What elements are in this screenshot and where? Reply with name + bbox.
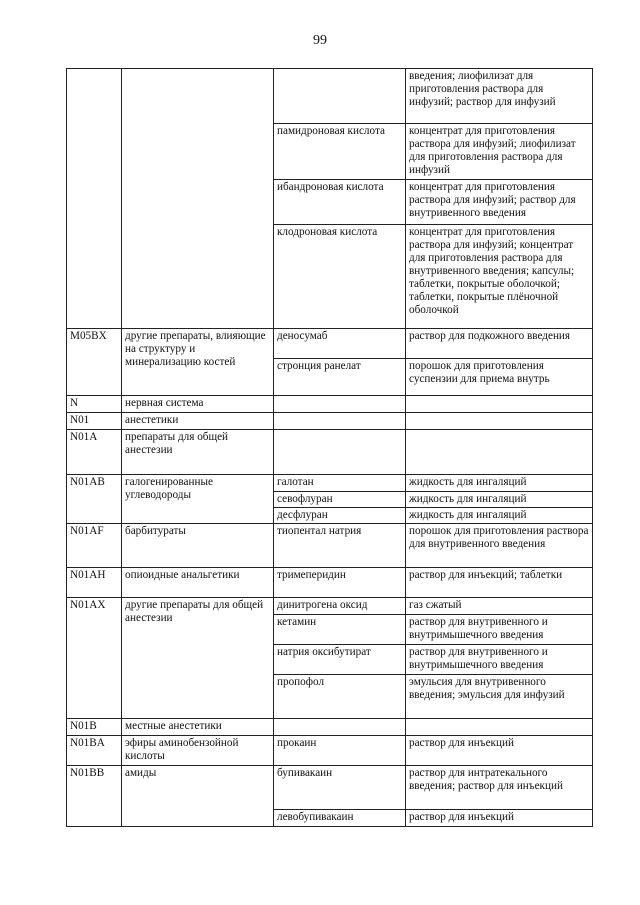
group-cell: другие препараты, влияющие на структуру и минерализацию костей (122, 329, 274, 396)
code-cell (67, 69, 122, 329)
code-cell: N01AH (67, 568, 122, 598)
code-cell: N01AF (67, 524, 122, 568)
group-cell (122, 69, 274, 329)
form-cell: жидкость для ингаляций (406, 508, 593, 524)
form-cell: порошок для приготовления раствора для внутривенного введения (406, 524, 593, 568)
drug-cell (274, 719, 406, 736)
medicine-table (66, 68, 593, 827)
drug-cell: галотан (274, 475, 406, 492)
form-cell: раствор для интратекального введения; раствор для инъекций (406, 766, 593, 810)
code-cell: N01AB (67, 475, 122, 524)
code-cell: N01BA (67, 736, 122, 766)
drug-cell (274, 413, 406, 430)
table-row (67, 413, 593, 430)
table-row (67, 430, 593, 475)
form-cell: раствор для подкожного введения (406, 329, 593, 359)
form-cell: раствор для инъекций (406, 810, 593, 827)
form-cell: концентрат для приготовления раствора для инфузий; раствор для внутривенного введения (406, 180, 593, 225)
drug-cell: тримеперидин (274, 568, 406, 598)
page-number: 99 (313, 33, 327, 48)
drug-cell: кетамин (274, 615, 406, 645)
group-cell: барбитураты (122, 524, 274, 568)
table-row (67, 396, 593, 413)
table-row (67, 719, 593, 736)
form-cell: газ сжатый (406, 598, 593, 615)
form-cell: эмульсия для внутривенного введения; эмульсия для инфузий (406, 675, 593, 719)
group-cell: другие препараты для общей анестезии (122, 598, 274, 719)
table-row (67, 69, 593, 124)
group-cell: анестетики (122, 413, 274, 430)
form-cell: жидкость для ингаляций (406, 492, 593, 508)
table-row (67, 598, 593, 615)
form-cell: концентрат для приготовления раствора для инфузий; концентрат для приготовления раствора для внутривенного введения; капсулы; таблетки, покрытые оболочкой; таблетки, покрытые плёночной оболочкой (406, 225, 593, 329)
form-cell: раствор для инъекций (406, 736, 593, 766)
group-cell: местные анестетики (122, 719, 274, 736)
drug-cell: деносумаб (274, 329, 406, 359)
drug-cell: пропофол (274, 675, 406, 719)
form-cell: порошок для приготовления суспензии для приема внутрь (406, 359, 593, 396)
drug-cell: стронция ранелат (274, 359, 406, 396)
code-cell: N01A (67, 430, 122, 475)
group-cell: опиоидные анальгетики (122, 568, 274, 598)
drug-cell: клодроновая кислота (274, 225, 406, 329)
drug-cell: бупивакаин (274, 766, 406, 810)
drug-cell: севофлуран (274, 492, 406, 508)
table-row (67, 568, 593, 598)
table-row (67, 766, 593, 810)
form-cell (406, 396, 593, 413)
table-row (67, 524, 593, 568)
form-cell (406, 719, 593, 736)
code-cell: N01BB (67, 766, 122, 827)
drug-cell: ибандроновая кислота (274, 180, 406, 225)
code-cell: M05BX (67, 329, 122, 396)
code-cell: N01B (67, 719, 122, 736)
code-cell: N (67, 396, 122, 413)
table-row (67, 475, 593, 492)
table-row (67, 736, 593, 766)
code-cell: N01AX (67, 598, 122, 719)
drug-cell: прокаин (274, 736, 406, 766)
drug-cell: десфлуран (274, 508, 406, 524)
form-cell (406, 413, 593, 430)
form-cell: раствор для внутривенного и внутримышечного введения (406, 615, 593, 645)
form-cell (406, 430, 593, 475)
drug-cell: тиопентал натрия (274, 524, 406, 568)
group-cell: галогенированные углеводороды (122, 475, 274, 524)
form-cell: жидкость для ингаляций (406, 475, 593, 492)
drug-cell (274, 69, 406, 124)
form-cell: раствор для внутривенного и внутримышечного введения (406, 645, 593, 675)
form-cell: концентрат для приготовления раствора для инфузий; лиофилизат для приготовления раствора для инфузий (406, 124, 593, 180)
code-cell: N01 (67, 413, 122, 430)
drug-cell: динитрогена оксид (274, 598, 406, 615)
group-cell: нервная система (122, 396, 274, 413)
group-cell: эфиры аминобензойной кислоты (122, 736, 274, 766)
form-cell: введения; лиофилизат для приготовления раствора для инфузий; раствор для инфузий (406, 69, 593, 124)
drug-cell: левобупивакаин (274, 810, 406, 827)
drug-cell: натрия оксибутират (274, 645, 406, 675)
drug-cell (274, 396, 406, 413)
table-row (67, 329, 593, 359)
drug-cell: памидроновая кислота (274, 124, 406, 180)
group-cell: препараты для общей анестезии (122, 430, 274, 475)
form-cell: раствор для инъекций; таблетки (406, 568, 593, 598)
group-cell: амиды (122, 766, 274, 827)
drug-cell (274, 430, 406, 475)
